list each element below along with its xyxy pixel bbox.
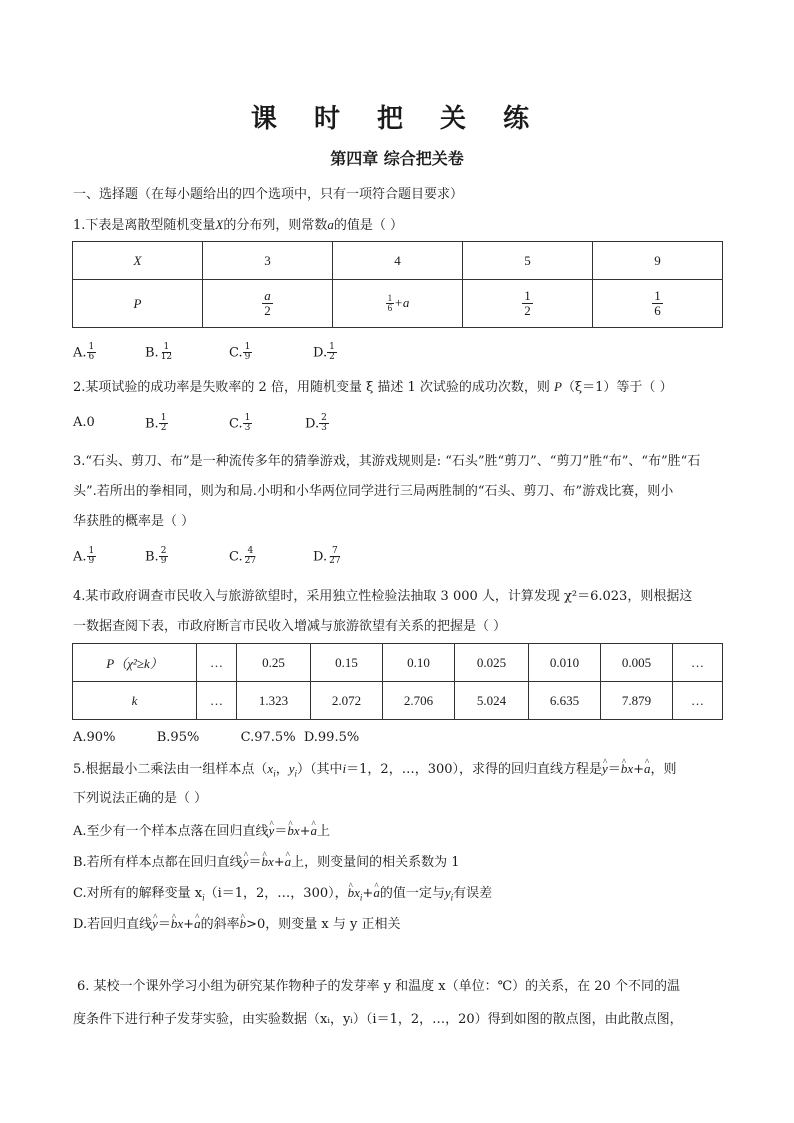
q4-header-p: P（χ²≥k） xyxy=(73,644,197,682)
q2-option-a[interactable]: A.0 xyxy=(73,415,95,430)
q4-p-cell: 0.010 xyxy=(529,644,601,682)
q4-k-cell: 2.706 xyxy=(383,682,455,720)
q4-row-k xyxy=(73,682,723,720)
q1-x-cell: 4 xyxy=(333,242,463,280)
q1-x-cell: 5 xyxy=(463,242,593,280)
q1-header-x: X xyxy=(73,242,203,280)
section-heading: 一、选择题（在每小题给出的四个选项中，只有一项符合题目要求） xyxy=(73,187,464,202)
q4-k-cell: 1.323 xyxy=(237,682,311,720)
q5-line-1: 5.根据最小二乘法由一组样本点（$x_i$，$y_i$）（其中i＝1，2，…，300），求得的回归直线方程是^ y＝^ bx+^ a，则 xyxy=(73,760,677,783)
q4-p-cell: 0.025 xyxy=(455,644,529,682)
q4-header-k: k xyxy=(73,682,197,720)
q1-row-p xyxy=(73,280,723,328)
q5-option-d[interactable]: D.若回归直线^ y＝^ bx+^ a的斜率^ b>0，则变量 x 与 y 正相关 xyxy=(73,915,400,934)
q2-option-b[interactable]: B. $\frac{1}{2}$ xyxy=(145,413,167,434)
q5-line-2: 下列说法正确的是（ ） xyxy=(73,791,208,806)
q2-option-c[interactable]: C. $\frac{1}{3}$ xyxy=(229,413,251,434)
q1-option-c[interactable]: C. $\frac{1}{9}$ xyxy=(229,342,251,363)
q1-option-d[interactable]: D. $\frac{1}{2}$ xyxy=(313,342,335,363)
q1-p-cell: $\frac{1}{6}$ +a xyxy=(333,280,463,328)
q1-x-cell: 9 xyxy=(593,242,723,280)
q4-p-cell: … xyxy=(673,644,723,682)
q4-row-p xyxy=(73,644,723,682)
chapter-subtitle: 第四章 综合把关卷 xyxy=(330,149,464,168)
q6-line-1: 6. 某校一个课外学习小组为研究某作物种子的发芽率 y 和温度 x（单位：℃）的关系，在 20 个不同的温 xyxy=(77,979,680,994)
q3-option-b[interactable]: B. $\frac{2}{9}$ xyxy=(145,546,167,567)
q1-option-a[interactable]: A. $\frac{1}{6}$ xyxy=(73,342,95,363)
q4-k-cell: 7.879 xyxy=(601,682,673,720)
q5-option-a[interactable]: A.至少有一个样本点落在回归直线^ y＝^ bx+^ a上 xyxy=(73,822,330,841)
q1-distribution-table xyxy=(72,241,723,328)
q3-line-2: 头”.若所出的拳相同，则为和局.小明和小华两位同学进行三局两胜制的“石头、剪刀、布”游戏比赛，则小 xyxy=(73,484,674,499)
q4-p-cell: 0.10 xyxy=(383,644,455,682)
q3-line-1: 3.“石头、剪刀、布”是一种流传多年的猜拳游戏，其游戏规则是: “石头”胜“剪刀”、“剪刀”胜“布”、“布”胜“石 xyxy=(73,454,701,469)
q4-options[interactable]: A.90% B.95% C.97.5% D.99.5% xyxy=(73,730,360,745)
q1-stem: 1.下表是离散型随机变量X的分布列，则常数a的值是（ ） xyxy=(73,217,404,233)
q3-option-a[interactable]: A. $\frac{1}{9}$ xyxy=(73,546,95,567)
q4-k-cell: … xyxy=(197,682,237,720)
q5-option-c[interactable]: C.对所有的解释变量 $x_i(i=1$，2，…，300），^ $bx_i+\^{}$ a的值一定与$y_i$有误差 xyxy=(73,884,492,907)
q1-header-p: P xyxy=(73,280,203,328)
q4-line-1: 4.某市政府调查市民收入与旅游欲望时，采用独立性检验法抽取 3 000 人，计算发现 χ²＝6.023，则根据这 xyxy=(73,589,693,604)
q5-option-b[interactable]: B.若所有样本点都在回归直线^ y＝^ bx+^ a上，则变量间的相关系数为 1 xyxy=(73,853,460,872)
q4-p-cell: 0.25 xyxy=(237,644,311,682)
q1-p-cell: $\frac{1}{2}$ xyxy=(463,280,593,328)
q4-p-cell: 0.15 xyxy=(311,644,383,682)
q3-option-d[interactable]: D. $\frac{7}{27}$ xyxy=(313,546,341,567)
q2-stem: 2.某项试验的成功率是失败率的 2 倍，用随机变量 ξ 描述 1 次试验的成功次数，则 P（ξ＝1）等于（ ） xyxy=(73,379,673,395)
q4-p-cell: 0.005 xyxy=(601,644,673,682)
q6-line-2: 度条件下进行种子发芽实验，由实验数据（xᵢ，yᵢ）（i＝1，2，…，20）得到如图的散点图，由此散点图， xyxy=(73,1012,683,1027)
q3-line-3: 华获胜的概率是（ ） xyxy=(73,514,195,529)
q1-x-cell: 3 xyxy=(203,242,333,280)
q4-p-cell: … xyxy=(197,644,237,682)
q1-row-x xyxy=(73,242,723,280)
q2-option-d[interactable]: D. $\frac{2}{3}$ xyxy=(305,413,327,434)
q3-option-c[interactable]: C. $\frac{4}{27}$ xyxy=(229,546,257,567)
q1-option-b[interactable]: B. $\frac{1}{12}$ xyxy=(145,342,173,363)
q4-k-cell: 6.635 xyxy=(529,682,601,720)
q4-line-2: 一数据查阅下表，市政府断言市民收入增减与旅游欲望有关系的把握是（ ） xyxy=(73,619,507,634)
q4-k-cell: 2.072 xyxy=(311,682,383,720)
q4-critical-value-table xyxy=(72,643,723,720)
q4-k-cell: 5.024 xyxy=(455,682,529,720)
page-title: 课 时 把 关 练 xyxy=(250,104,544,134)
q1-p-cell: $\frac{a}{2}$ xyxy=(203,280,333,328)
q1-p-cell: $\frac{1}{6}$ xyxy=(593,280,723,328)
q4-k-cell: … xyxy=(673,682,723,720)
